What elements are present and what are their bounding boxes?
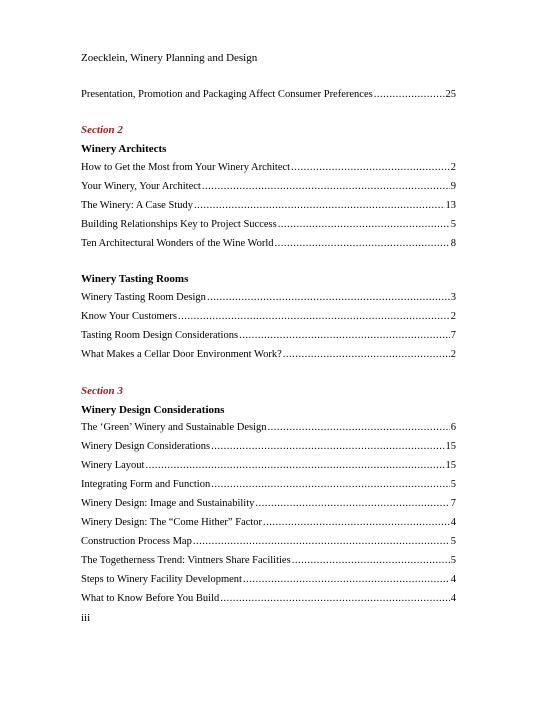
toc-entry[interactable]	[81, 555, 456, 566]
toc-leader-dots	[193, 536, 450, 547]
toc-leader-dots	[145, 460, 444, 471]
toc-leader-dots	[292, 555, 450, 566]
toc-entry-title: Winery Tasting Room Design	[81, 292, 206, 303]
toc-entry[interactable]	[81, 460, 456, 471]
toc-entry[interactable]	[81, 330, 456, 341]
toc-entry-page: 5	[450, 555, 456, 566]
toc-entry-title: Ten Architectural Wonders of the Wine World	[81, 238, 274, 249]
toc-leader-dots	[211, 441, 444, 452]
toc-entry-page: 7	[450, 330, 456, 341]
toc-entry-page: 3	[450, 292, 456, 303]
toc-entry-title: What to Know Before You Build	[81, 593, 220, 604]
toc-entry-title: Integrating Form and Function	[81, 479, 211, 490]
toc-leader-dots	[202, 181, 450, 192]
toc-entry-page: 5	[450, 479, 456, 490]
toc-entry[interactable]	[81, 238, 456, 249]
toc-entry-page: 8	[450, 238, 456, 249]
section-heading: Section 2	[81, 124, 123, 136]
group-heading: Winery Design Considerations	[81, 404, 225, 416]
toc-leader-dots	[263, 517, 450, 528]
toc-entry[interactable]	[81, 441, 456, 452]
toc-entry-title: Steps to Winery Facility Development	[81, 574, 242, 585]
toc-entry[interactable]	[81, 422, 456, 433]
toc-leader-dots	[194, 200, 445, 211]
toc-entry-title: Your Winery, Your Architect	[81, 181, 201, 192]
toc-entry-title: Tasting Room Design Considerations	[81, 330, 239, 341]
group-heading: Winery Tasting Rooms	[81, 273, 189, 285]
toc-entry-title: Winery Design: Image and Sustainability	[81, 498, 255, 509]
toc-leader-dots	[207, 292, 450, 303]
toc-entry-title: Winery Design: The “Come Hither” Factor	[81, 517, 263, 528]
toc-entry-title: Building Relationships Key to Project Success	[81, 219, 277, 230]
toc-entry-title: Presentation, Promotion and Packaging Affect Consumer Preferences	[81, 89, 373, 100]
toc-entry-page: 4	[450, 593, 456, 604]
toc-entry[interactable]	[81, 292, 456, 303]
group-heading: Winery Architects	[81, 143, 167, 155]
toc-entry-page: 15	[445, 441, 456, 452]
toc-entry[interactable]	[81, 219, 456, 230]
toc-leader-dots	[239, 330, 450, 341]
toc-entry-page: 13	[445, 200, 456, 211]
toc-leader-dots	[178, 311, 450, 322]
toc-entry-page: 6	[450, 422, 456, 433]
toc-entry-page: 2	[450, 311, 456, 322]
toc-entry-page: 2	[450, 349, 456, 360]
toc-entry-title: The Winery: A Case Study	[81, 200, 193, 211]
toc-leader-dots	[278, 219, 450, 230]
toc-entry[interactable]	[81, 311, 456, 322]
toc-entry-page: 2	[450, 162, 456, 173]
toc-entry[interactable]	[81, 89, 456, 100]
toc-entry-title: Know Your Customers	[81, 311, 177, 322]
toc-leader-dots	[255, 498, 449, 509]
toc-entry-page: 25	[445, 89, 456, 100]
toc-leader-dots	[220, 593, 450, 604]
toc-entry[interactable]	[81, 517, 456, 528]
toc-entry[interactable]	[81, 593, 456, 604]
toc-entry-title: How to Get the Most from Your Winery Architect	[81, 162, 291, 173]
toc-entry[interactable]	[81, 536, 456, 547]
toc-leader-dots	[275, 238, 450, 249]
toc-leader-dots	[268, 422, 450, 433]
toc-entry-title: What Makes a Cellar Door Environment Work?	[81, 349, 282, 360]
toc-entry-title: Winery Design Considerations	[81, 441, 211, 452]
toc-entry[interactable]	[81, 349, 456, 360]
toc-entry-page: 15	[445, 460, 456, 471]
toc-leader-dots	[243, 574, 450, 585]
toc-entry-page: 4	[450, 517, 456, 528]
toc-entry-page: 7	[450, 498, 456, 509]
toc-entry-title: Construction Process Map	[81, 536, 192, 547]
toc-entry-page: 5	[450, 219, 456, 230]
toc-entry-page: 9	[450, 181, 456, 192]
toc-leader-dots	[374, 89, 445, 100]
page-number: iii	[81, 612, 91, 624]
toc-entry[interactable]	[81, 162, 456, 173]
section-heading: Section 3	[81, 385, 123, 397]
toc-leader-dots	[283, 349, 450, 360]
toc-entry-page: 4	[450, 574, 456, 585]
toc-entry[interactable]	[81, 181, 456, 192]
toc-entry[interactable]	[81, 479, 456, 490]
toc-entry-title: The Togetherness Trend: Vintners Share Facilities	[81, 555, 291, 566]
toc-entry[interactable]	[81, 574, 456, 585]
toc-entry[interactable]	[81, 498, 456, 509]
running-header: Zoecklein, Winery Planning and Design	[81, 52, 258, 64]
toc-entry-title: Winery Layout	[81, 460, 145, 471]
toc-entry[interactable]	[81, 200, 456, 211]
toc-leader-dots	[291, 162, 450, 173]
toc-leader-dots	[211, 479, 450, 490]
toc-entry-title: The ‘Green’ Winery and Sustainable Design	[81, 422, 267, 433]
toc-entry-page: 5	[450, 536, 456, 547]
